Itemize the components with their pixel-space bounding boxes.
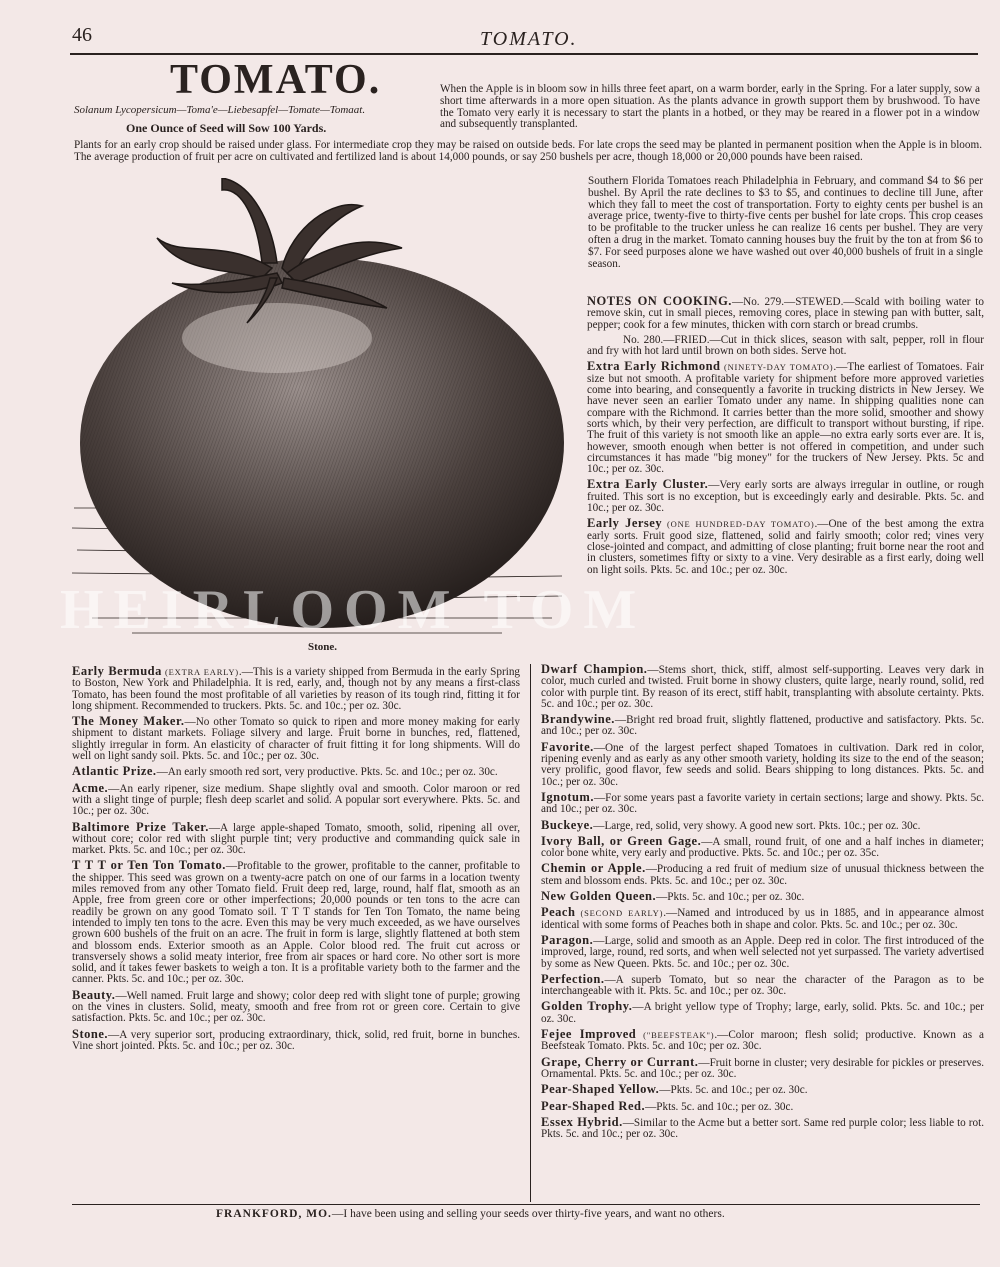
variety-entry — [72, 1026, 520, 1053]
watermark: HEIRLOOM TOM — [60, 579, 647, 641]
variety-name: Favorite. — [541, 739, 594, 754]
variety-entry — [541, 1001, 984, 1025]
variety-entry — [541, 817, 984, 832]
intro-full-paragraph: Plants for an early crop should be raised under glass. For intermediate crop they may be raised on outside beds. For late crops the seed may be planted in permanent position when the Apple is in bloom. The average production of fruit per acre on cultivated and fertilized land is about 14,000 pounds, or say 250 bushels per acre, though 18,000 or 20,000 pounds have been raised. — [74, 139, 982, 163]
variety-description: .—The earliest of Tomatoes. Fair size but not smooth. A profitable variety for shipment before more approved varieties come into bearing, and consequently a favorite in trucking districts in New Jersey. We have never seen an earlier Tomato under any name. In shipping qualities none can compare with the Richmond. It carries better than the more solid, smoother and showy sorts which, by their very perfection, are difficult to transport without bursting, if ripe. The fruit of this variety is not smooth like an apple—no extra early sorts ever are. It is, however, smooth enough when better is not offered in competition, and under such circumstances it has made "big money" for the truckers of New Jersey. Pkts. 5c and 10c.; per oz. 30c. — [587, 361, 985, 476]
variety-name: Early Bermuda — [72, 664, 162, 678]
variety-name: Pear-Shaped Red. — [541, 1098, 646, 1113]
variety-list-left — [72, 666, 520, 1056]
variety-entry — [541, 664, 984, 710]
variety-entry — [587, 361, 984, 475]
variety-description: —Pkts. 5c. and 10c.; per oz. 30c. — [645, 1100, 794, 1113]
variety-description: —Pkts. 5c. and 10c.; per oz. 30c. — [659, 1084, 808, 1097]
footer-testimonial — [216, 1208, 725, 1220]
variety-tag: (NINETY-DAY TOMATO) — [723, 362, 834, 373]
variety-description: —Large, red, solid, very showy. A good new sort. Pkts. 10c.; per oz. 30c. — [593, 819, 921, 832]
variety-description: —No other Tomato so quick to ripen and more money making for early shipment to distant markets. Foliage silvery and large. Fruit borne in bunches, red, flattened, slightly irregular in form. An elasticity of character of fruit fitting it for long shipments. Will do well on light sandy soil. Pkts. 5c. and 10c.; per oz. 30c. — [72, 716, 520, 763]
variety-entry — [541, 789, 984, 816]
variety-entry — [541, 1054, 985, 1081]
variety-name: Essex Hybrid. — [541, 1114, 623, 1129]
variety-name: New Golden Queen. — [541, 889, 657, 904]
variety-name: Golden Trophy. — [541, 999, 633, 1014]
variety-entry — [72, 666, 520, 712]
intro-right-paragraph: When the Apple is in bloom sow in hills three feet apart, on a warm border, early in the Spring. For a later supply, sow a short time afterwards in a more open situation. As the plants advance in growth support them by brushwood. To have the Tomato very early it is necessary to start the plants in a hotbed, or they may be reared in a flower pot in a window and subsequently transplanted. — [440, 83, 980, 131]
variety-name: Peach — [541, 905, 576, 920]
variety-tag: (SECOND EARLY) — [580, 908, 664, 919]
variety-name: Extra Early Richmond — [587, 359, 721, 374]
variety-name: Buckeye. — [541, 817, 594, 832]
variety-description: —Well named. Fruit large and showy; color deep red with slight tone of purple; growing on the vines in clusters. Solid, meaty, smooth and free from rot or green core. Certain to give satisfaction. Pkts. 5c. and 10c.; per oz. 30c. — [72, 989, 520, 1025]
variety-name: Perfection. — [541, 971, 605, 986]
variety-entry — [72, 766, 520, 778]
tomato-illustration — [72, 178, 572, 640]
variety-entry — [72, 819, 520, 857]
page-title: TOMATO. — [170, 57, 382, 103]
variety-description: .—Color maroon; flesh solid; productive. Known as a Beefsteak Tomato. Pkts. 5c. and 10c; per oz. 30c. — [541, 1029, 984, 1053]
variety-name: Grape, Cherry or Currant. — [541, 1054, 699, 1069]
variety-description: —A large apple-shaped Tomato, smooth, solid, ripening all over, without core; color red with slight purple tint; very productive and commanding quick sale in market. Pkts. 5c. and 10c.; per oz. 30c. — [72, 821, 520, 857]
variety-name: Pear-Shaped Yellow. — [541, 1082, 660, 1097]
entry-name: NOTES ON COOKING. — [587, 294, 732, 308]
variety-entry — [587, 479, 984, 514]
variety-description: —Fruit borne in cluster; very desirable for pickles or preserves. Ornamental. Pkts. 5c. and 10c.; per oz. 30c. — [541, 1056, 985, 1080]
variety-name: Brandywine. — [541, 712, 615, 727]
variety-description: —Bright red broad fruit, slightly flattened, productive and satisfactory. Pkts. 5c. and 10c.; per oz. 30c. — [541, 714, 984, 738]
variety-name: Ignotum. — [541, 789, 594, 804]
footer-rule — [72, 1204, 980, 1205]
variety-name: Acme. — [72, 780, 109, 795]
header-rule — [70, 53, 978, 55]
variety-name: Dwarf Champion. — [541, 662, 648, 676]
variety-name: Stone. — [72, 1026, 108, 1041]
variety-description: .—This is a variety shipped from Bermuda in the early Spring to Boston, New York and Philadelphia. It is red, early, and, though not by any means a first-class Tomato, has been found the most profitable of all varieties by reason of its tough rind, fitting it for long shipment. Recommended to truckers. Pkts. 5c. and 10c.; per oz. 30c. — [72, 666, 521, 712]
variety-description: —A very superior sort, producing extraordinary, thick, solid, red fruit, borne in bunches. Vine short jointed. Pkts. 5c. and 10c.; per oz. 30c. — [72, 1028, 520, 1052]
variety-description: —For some years past a favorite variety in certain sections; large and showy. Pkts. 5c. and 10c.; per oz. 30c. — [541, 791, 984, 816]
running-title: TOMATO. — [480, 28, 578, 50]
variety-entry — [541, 1084, 984, 1096]
variety-description: —Producing a red fruit of medium size of unusual thickness between the stem and blossom ends. Pkts. 5c. and 10c.; per oz. 30c. — [541, 863, 985, 887]
variety-entry — [541, 833, 984, 860]
variety-description: —A small, round fruit, of one and a half inches in diameter; color bone white, very early and productive. Pkts. 5c. and 10c.; per oz. 35c. — [541, 835, 984, 860]
variety-description: —An early smooth red sort, very productive. Pkts. 5c. and 10c.; per oz. 30c. — [156, 766, 498, 779]
variety-entry — [541, 1114, 984, 1141]
variety-tag: (ONE HUNDRED-DAY TOMATO) — [667, 519, 815, 530]
variety-entry — [541, 971, 984, 998]
synonyms: Solanum Lycopersicum—Toma'e—Liebesapfel—Tomate—Tomaat. — [74, 104, 366, 116]
variety-description: —A bright yellow type of Trophy; large, early, solid. Pkts. 5c. and 10c.; per oz. 30c. — [541, 1001, 984, 1025]
florida-paragraph: Southern Florida Tomatoes reach Philadelphia in February, and command $4 to $6 per bushel. By April the rate declines to $3 to $5, and continues to decline till June, after which they fall to meet the cost of transportation. Forty to eighty cents per bushel is an average price, twenty-five to thirty-five cents per bushel for late crops. This crop ceases to be profitable to the trucker unless he can realize 16 cents per bushel. They are very often a drug in the market. Tomato canning houses buy the fruit by the ton at from $6 to $7. For seed purposes alone we have washed out over 40,000 bushels of fruit in a single season. — [588, 175, 983, 270]
illustration-caption: Stone. — [308, 641, 338, 653]
variety-entry — [541, 714, 984, 738]
variety-name: Baltimore Prize Taker. — [72, 819, 209, 834]
page-number: 46 — [72, 24, 92, 46]
variety-description: —Profitable to the grower, profitable to the canner, profitable to the shipper. This seed was grown on a twenty-acre patch on one of our farms in a location twenty miles removed from any other Tomato field. Fruit deep red, large, round, half flat, smooth as an Apple, free from green core or other imperfections; 20,000 pounds or ten tons to the acre can readily be grown on any good Tomato soil. T T T stands for Ten Ton Tomato, the name being intended to imply ten tons to the acre. Even this may be very much exceeded, as we have ourselves grown 600 bushels of the fruit on an acre. The fruit in form is large, slightly flattened at both stem and blossom ends. Exterior smooth as an Apple. Color blood red. The fruit cut across or transversely shows a solid meaty interior, free from air spaces or hard core. No other sort is more solid, and it takes fewer baskets to weigh a ton. It is a profitable variety both to the farmer and the canner. Pkts. 5c. and 10c.; per oz. 30c. — [72, 860, 520, 986]
tomato-highlight — [182, 303, 372, 373]
variety-name: The Money Maker. — [72, 714, 185, 729]
variety-description: —Very early sorts are always irregular in outline, or rough fruited. This sort is no exception, but is exceedingly early and desirable. Pkts. 5c. and 10c.; per oz. 30c. — [587, 479, 984, 515]
variety-tag: ("BEEFSTEAK") — [643, 1030, 715, 1041]
variety-list-right — [541, 664, 984, 1144]
variety-description: .—Named and introduced by us in 1885, and in appearance almost identical with some forms of Peaches both in shape and color. Pkts. 5c. and 10c.; per oz. 30c. — [541, 907, 985, 931]
variety-entry — [72, 987, 520, 1025]
variety-entry — [72, 716, 520, 762]
variety-name: Atlantic Prize. — [72, 764, 157, 779]
variety-entry — [541, 863, 984, 887]
variety-entry — [541, 1098, 984, 1113]
variety-name: Fejee Improved — [541, 1027, 637, 1042]
footer-text: —I have been using and selling your seeds over thirty-five years, and want no others. — [331, 1208, 725, 1220]
variety-entry — [541, 932, 984, 970]
entry-text: —No. 279.—STEWED.—Scald with boiling water to remove skin, cut in small pieces, removing cores, place in stewing pan with butter, salt, pepper; cook for a few minutes, thicken with corn starch or bread crumbs. — [587, 296, 984, 331]
footer-place: FRANKFORD, MO. — [216, 1208, 332, 1220]
variety-entry — [541, 739, 984, 788]
variety-entry — [541, 891, 984, 903]
variety-entry — [72, 860, 520, 985]
notes-on-cooking — [587, 296, 984, 331]
variety-name: Beauty. — [72, 987, 116, 1002]
variety-description: —Stems short, thick, stiff, almost self-supporting. Leaves very dark in color, much curled and twisted. Fruit borne in showy clusters, quite large, nearly round, solid, red color with purple tint. By reason of its erect, stiff habit, transplanting with absolute certainty. Pkts. 5c. and 10c.; per oz. 30c. — [541, 664, 984, 710]
variety-name: Paragon. — [541, 932, 594, 947]
variety-name: Chemin or Apple. — [541, 861, 646, 876]
variety-name: Ivory Ball, or Green Gage. — [541, 833, 702, 848]
variety-description: —A superb Tomato, but so near the character of the Paragon as to be interchangeable with it. Pkts. 5c. and 10c.; per oz. 30c. — [541, 973, 984, 998]
right-column-top — [587, 296, 984, 580]
variety-entry — [541, 907, 984, 931]
variety-description: .—One of the best among the extra early sorts. Fruit good size, flattened, solid and fairly smooth; color red; vines very close-jointed and compact, and admitting of close planting; fruit borne near the root and in clusters, sometimes fifty or sixty to a vine. Very desirable as a first early, doing well on light soils. Pkts. 5c. and 10c.; per oz. 30c. — [587, 518, 984, 576]
ounce-note: One Ounce of Seed will Sow 100 Yards. — [126, 121, 327, 135]
variety-name: T T T or Ten Ton Tomato. — [72, 858, 226, 873]
variety-description: —One of the largest perfect shaped Tomatoes in cultivation. Dark red in color, ripening evenly and as early as any other smooth variety, holding its size to the end of the season; very prolific, good flavor, few seeds and solid. Bears shipping to long distances. Pkts. 5c. and 10c.; per oz. 30c. — [541, 741, 984, 788]
variety-description: —Similar to the Acme but a better sort. Same red purple color; less liable to rot. Pkts. 5c. and 10c.; per oz. 30c. — [541, 1116, 984, 1141]
variety-description: —Large, solid and smooth as an Apple. Deep red in color. The first introduced of the improved, large, round, red sorts, and when well selected not yet surpassed. The variety advertised by some as New Queen. Pkts. 5c. and 10c.; per oz. 30c. — [541, 934, 984, 970]
variety-entry — [541, 1029, 984, 1053]
notes-fried: No. 280.—FRIED.—Cut in thick slices, season with salt, pepper, roll in flour and fry with hot lard until brown on both sides. Serve hot. — [587, 333, 984, 358]
variety-description: —An early ripener, size medium. Shape slightly oval and smooth. Color maroon or red with a slight tinge of purple; flesh deep scarlet and solid. A popular sort everywhere. Pkts. 5c. and 10c.; per oz. 30c. — [72, 782, 520, 818]
column-divider — [530, 664, 531, 1202]
variety-list-right-top — [587, 361, 984, 575]
variety-tag: (EXTRA EARLY) — [165, 667, 239, 677]
variety-name: Early Jersey — [587, 516, 663, 531]
variety-entry — [587, 518, 984, 575]
variety-description: —Pkts. 5c. and 10c.; per oz. 30c. — [656, 891, 805, 904]
variety-name: Extra Early Cluster. — [587, 477, 709, 492]
variety-entry — [72, 780, 520, 818]
